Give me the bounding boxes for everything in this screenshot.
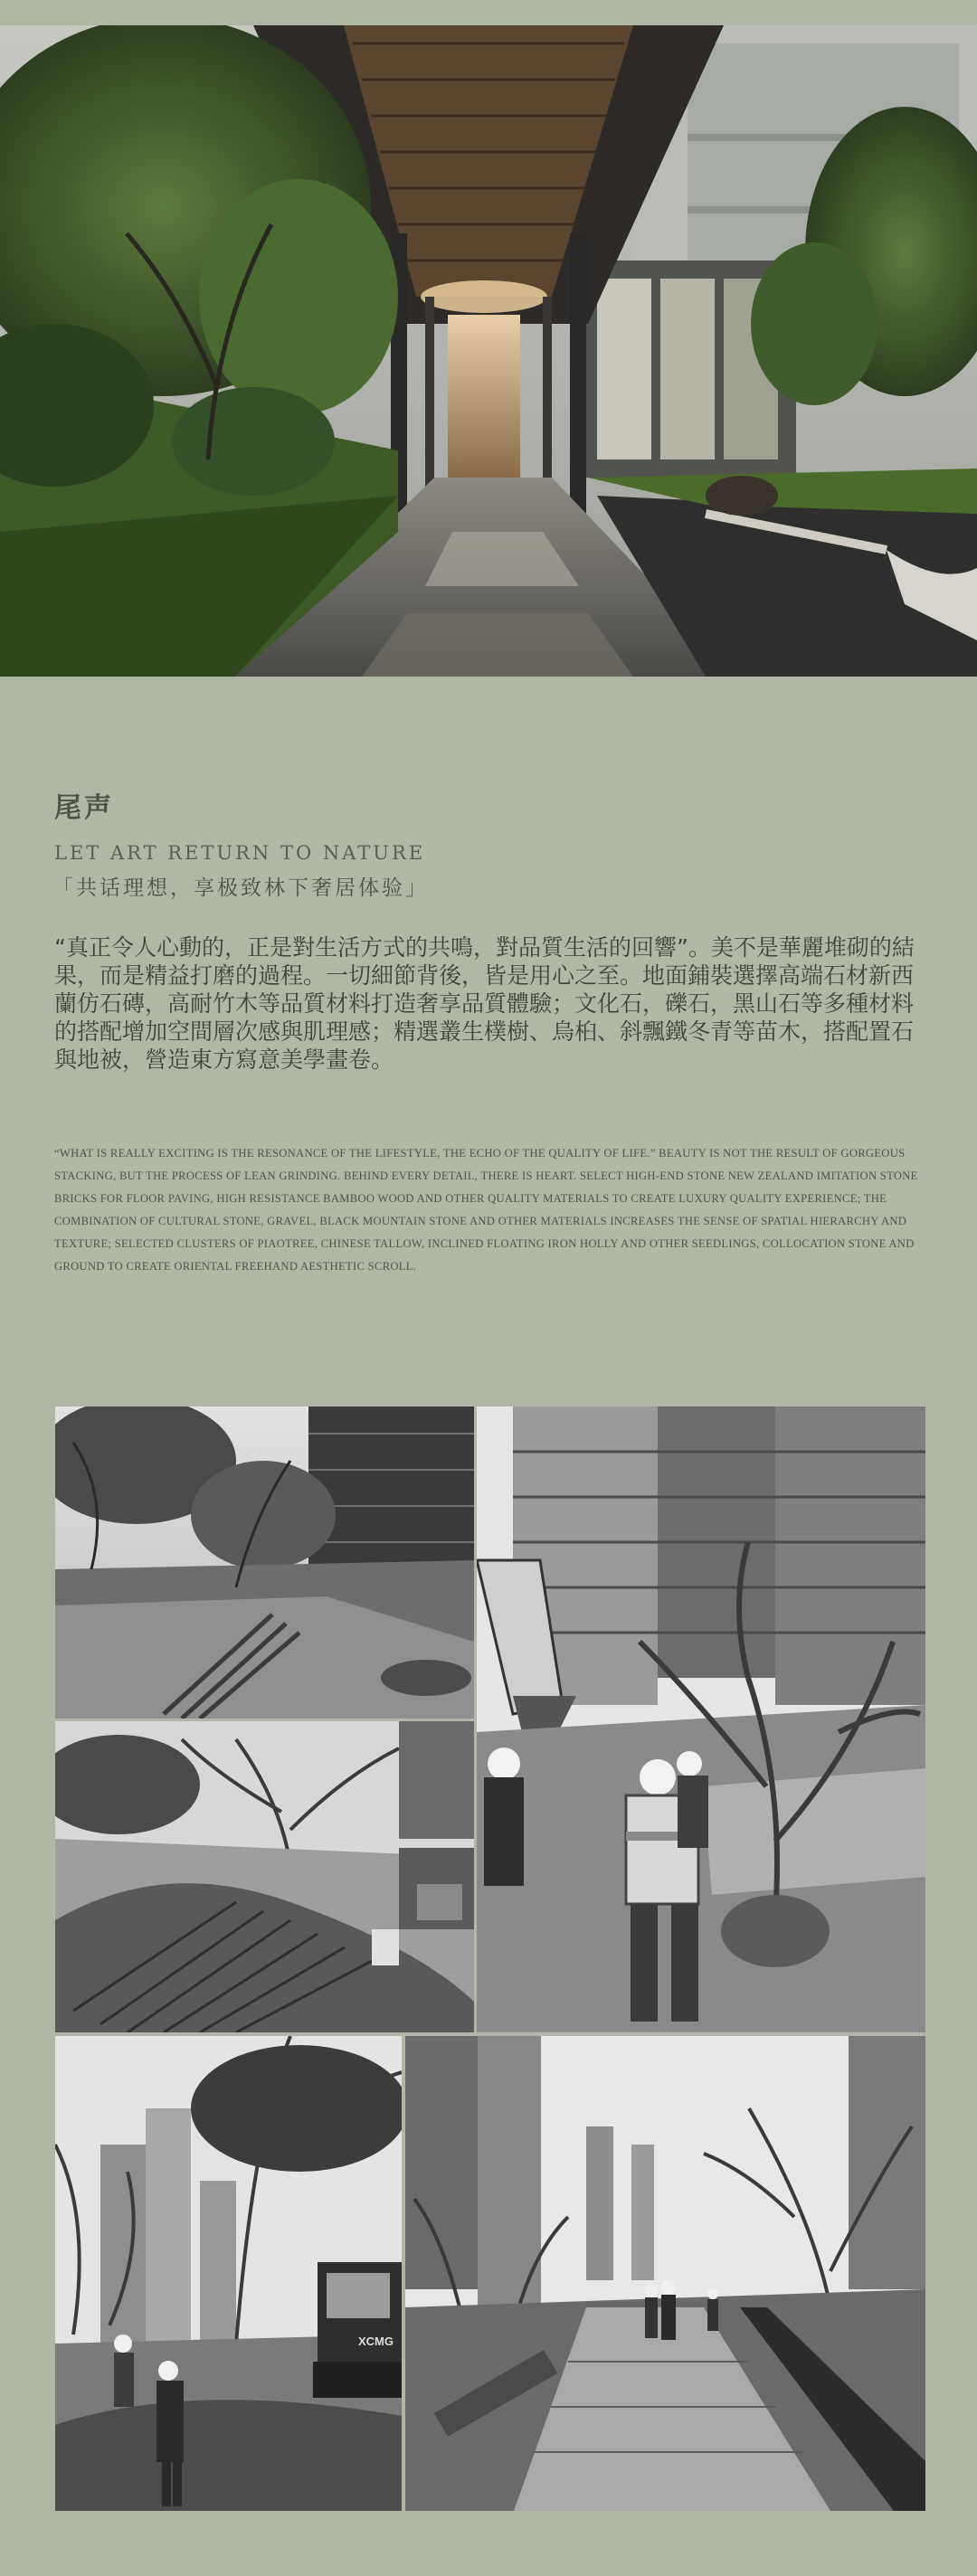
construction-photo-excavator xyxy=(55,2036,402,2511)
construction-photo-walkway xyxy=(405,2036,925,2511)
body-paragraph-en: “WHAT IS REALLY EXCITING IS THE RESONANCE OF THE LIFESTYLE, THE ECHO OF THE QUALITY OF LIFE.” BEAUTY IS NOT THE RESULT OF GORGEOUS STACKING, BUT THE PROCESS OF LEAN GRINDING. BEHIND EVERY DETAIL, THERE IS HEART. SELECT HIGH-END STONE NEW ZEALAND IMITATION STONE BRICKS FOR FLOOR PAVING, HIGH RESISTANCE BAMBOO WOOD AND OTHER QUALITY MATERIALS TO CREATE LUXURY QUALITY EXPERIENCE; THE COMBINATION OF CULTURAL STONE, GRAVEL, BLACK MOUNTAIN STONE AND OTHER MATERIALS INCREASES THE SENSE OF SPATIAL HIERARCHY AND TEXTURE; SELECTED CLUSTERS OF PIAOTREE, CHINESE TALLOW, INCLINED FLOATING IRON HOLLY AND OTHER SEEDLINGS, COLLOCATION STONE AND GROUND TO CREATE ORIENTAL FREEHAND AESTHETIC SCROLL. xyxy=(54,1147,918,1273)
body-paragraph-cn: “真正令人心動的，正是對生活方式的共鳴，對品質生活的回響”。美不是華麗堆砌的結果，而是精益打磨的過程。一切細節背後，皆是用心之至。地面鋪裝選擇高端石材新西蘭仿石磚，高耐竹木等品質材料打造奢享品質體驗；文化石，礫石，黑山石等多種材料的搭配增加空間層次感與肌理感；精選叢生樸樹、烏桕、斜飄鐵冬青等苗木，搭配置石與地被，營造東方寫意美學畫卷。 xyxy=(54,934,915,1073)
excavator-brand-label: XCMG xyxy=(358,2334,394,2348)
construction-photo-stone-paving xyxy=(55,1721,474,2032)
section-subtitle-en: LET ART RETURN TO NATURE xyxy=(54,842,426,864)
section-title: 尾声 xyxy=(54,792,114,824)
hero-photo-corridor xyxy=(0,25,977,677)
construction-photo-site-overview xyxy=(55,1406,474,1719)
section-subtitle-cn: 「共话理想，享极致林下奢居体验」 xyxy=(52,876,429,900)
construction-photo-tree-planting xyxy=(477,1406,925,2032)
